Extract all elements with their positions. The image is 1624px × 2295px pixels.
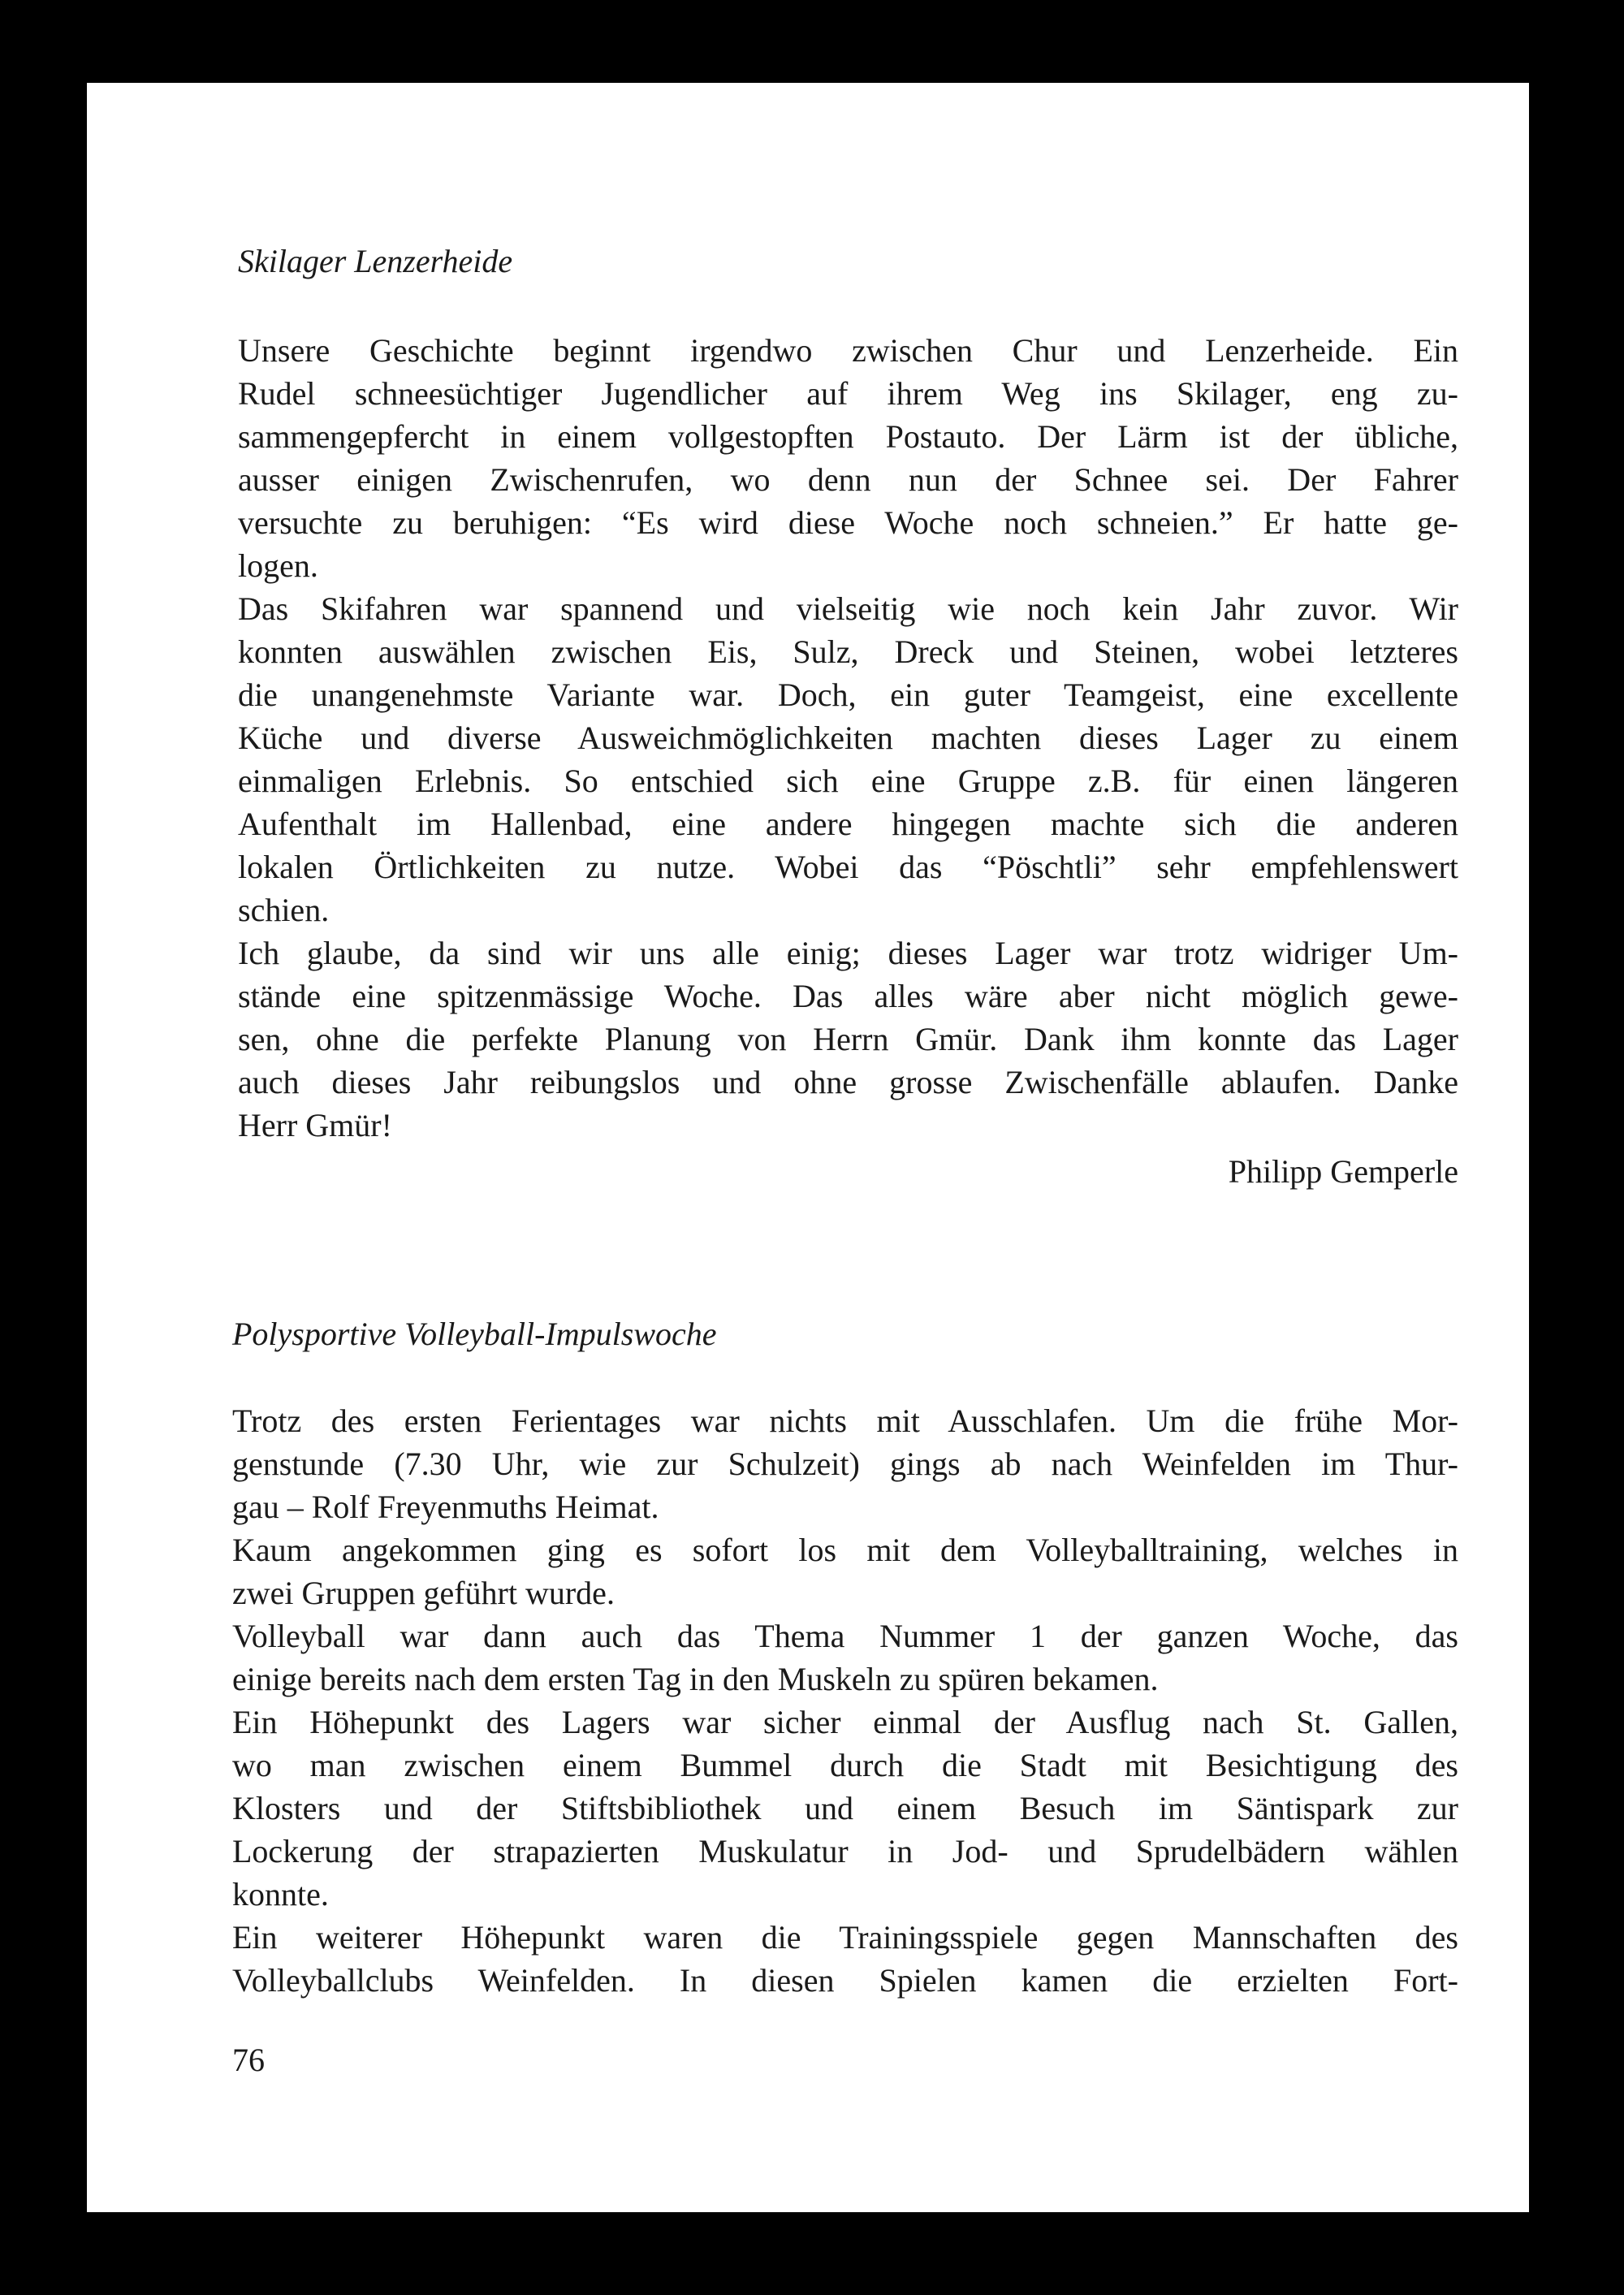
body-line: Küche und diverse Ausweichmöglichkeiten machten dieses Lager zu einem: [238, 720, 1458, 756]
article2-body: [232, 1399, 1458, 2002]
body-line: versuchte zu beruhigen: “Es wird diese Woche noch schneien.” Er hatte ge-: [238, 504, 1458, 541]
body-line: sen, ohne die perfekte Planung von Herrn Gmür. Dank ihm konnte das Lager: [238, 1021, 1458, 1057]
article1-title: Skilager Lenzerheide: [238, 243, 513, 279]
body-line: einige bereits nach dem ersten Tag in den Muskeln zu spüren bekamen.: [232, 1661, 1159, 1697]
body-line: lokalen Örtlichkeiten zu nutze. Wobei das “Pöschtli” sehr empfehlenswert: [238, 849, 1458, 885]
body-line: Ich glaube, da sind wir uns alle einig; dieses Lager war trotz widriger Um-: [238, 935, 1458, 971]
body-line: Rudel schneesüchtiger Jugendlicher auf ihrem Weg ins Skilager, eng zu-: [238, 375, 1458, 412]
body-line: schien.: [238, 892, 330, 928]
body-line: Klosters und der Stiftsbibliothek und einem Besuch im Säntispark zur: [232, 1790, 1458, 1826]
body-line: Kaum angekommen ging es sofort los mit dem Volleyballtraining, welches in: [232, 1532, 1458, 1568]
body-line: konnten auswählen zwischen Eis, Sulz, Dreck und Steinen, wobei letzteres: [238, 633, 1458, 670]
body-line: sammengepfercht in einem vollgestopften Postauto. Der Lärm ist der übliche,: [238, 418, 1458, 455]
body-line: Volleyballclubs Weinfelden. In diesen Spielen kamen die erzielten Fort-: [232, 1962, 1458, 1999]
article2-title: Polysportive Volleyball-Impulswoche: [232, 1316, 717, 1352]
body-line: konnte.: [232, 1876, 329, 1912]
body-line: logen.: [238, 547, 318, 584]
article1-signature: Philipp Gemperle: [1228, 1153, 1458, 1190]
body-line: Unsere Geschichte beginnt irgendwo zwischen Chur und Lenzerheide. Ein: [238, 332, 1458, 369]
page-number: 76: [232, 2042, 265, 2078]
body-line: gau – Rolf Freyenmuths Heimat.: [232, 1489, 659, 1525]
article1-body: [238, 329, 1458, 1147]
body-line: stände eine spitzenmässige Woche. Das alles wäre aber nicht möglich gewe-: [238, 978, 1458, 1014]
body-line: ausser einigen Zwischenrufen, wo denn nun der Schnee sei. Der Fahrer: [238, 461, 1458, 498]
body-line: die unangenehmste Variante war. Doch, ein guter Teamgeist, eine excellente: [238, 676, 1458, 713]
body-line: Ein weiterer Höhepunkt waren die Trainingsspiele gegen Mannschaften des: [232, 1919, 1458, 1956]
body-line: Das Skifahren war spannend und vielseitig wie noch kein Jahr zuvor. Wir: [238, 590, 1458, 627]
body-line: auch dieses Jahr reibungslos und ohne grosse Zwischenfälle ablaufen. Danke: [238, 1064, 1458, 1100]
body-line: Trotz des ersten Ferientages war nichts mit Ausschlafen. Um die frühe Mor-: [232, 1402, 1458, 1439]
body-line: zwei Gruppen geführt wurde.: [232, 1575, 615, 1611]
body-line: Herr Gmür!: [238, 1107, 392, 1143]
body-line: einmaligen Erlebnis. So entschied sich eine Gruppe z.B. für einen längeren: [238, 763, 1458, 799]
body-line: Aufenthalt im Hallenbad, eine andere hingegen machte sich die anderen: [238, 806, 1458, 842]
body-line: Volleyball war dann auch das Thema Nummer 1 der ganzen Woche, das: [232, 1618, 1458, 1654]
body-line: Ein Höhepunkt des Lagers war sicher einmal der Ausflug nach St. Gallen,: [232, 1704, 1458, 1740]
document-page: [87, 83, 1529, 2212]
body-line: Lockerung der strapazierten Muskulatur in Jod- und Sprudelbädern wählen: [232, 1833, 1458, 1869]
body-line: genstunde (7.30 Uhr, wie zur Schulzeit) gings ab nach Weinfelden im Thur-: [232, 1446, 1458, 1482]
body-line: wo man zwischen einem Bummel durch die Stadt mit Besichtigung des: [232, 1747, 1458, 1783]
